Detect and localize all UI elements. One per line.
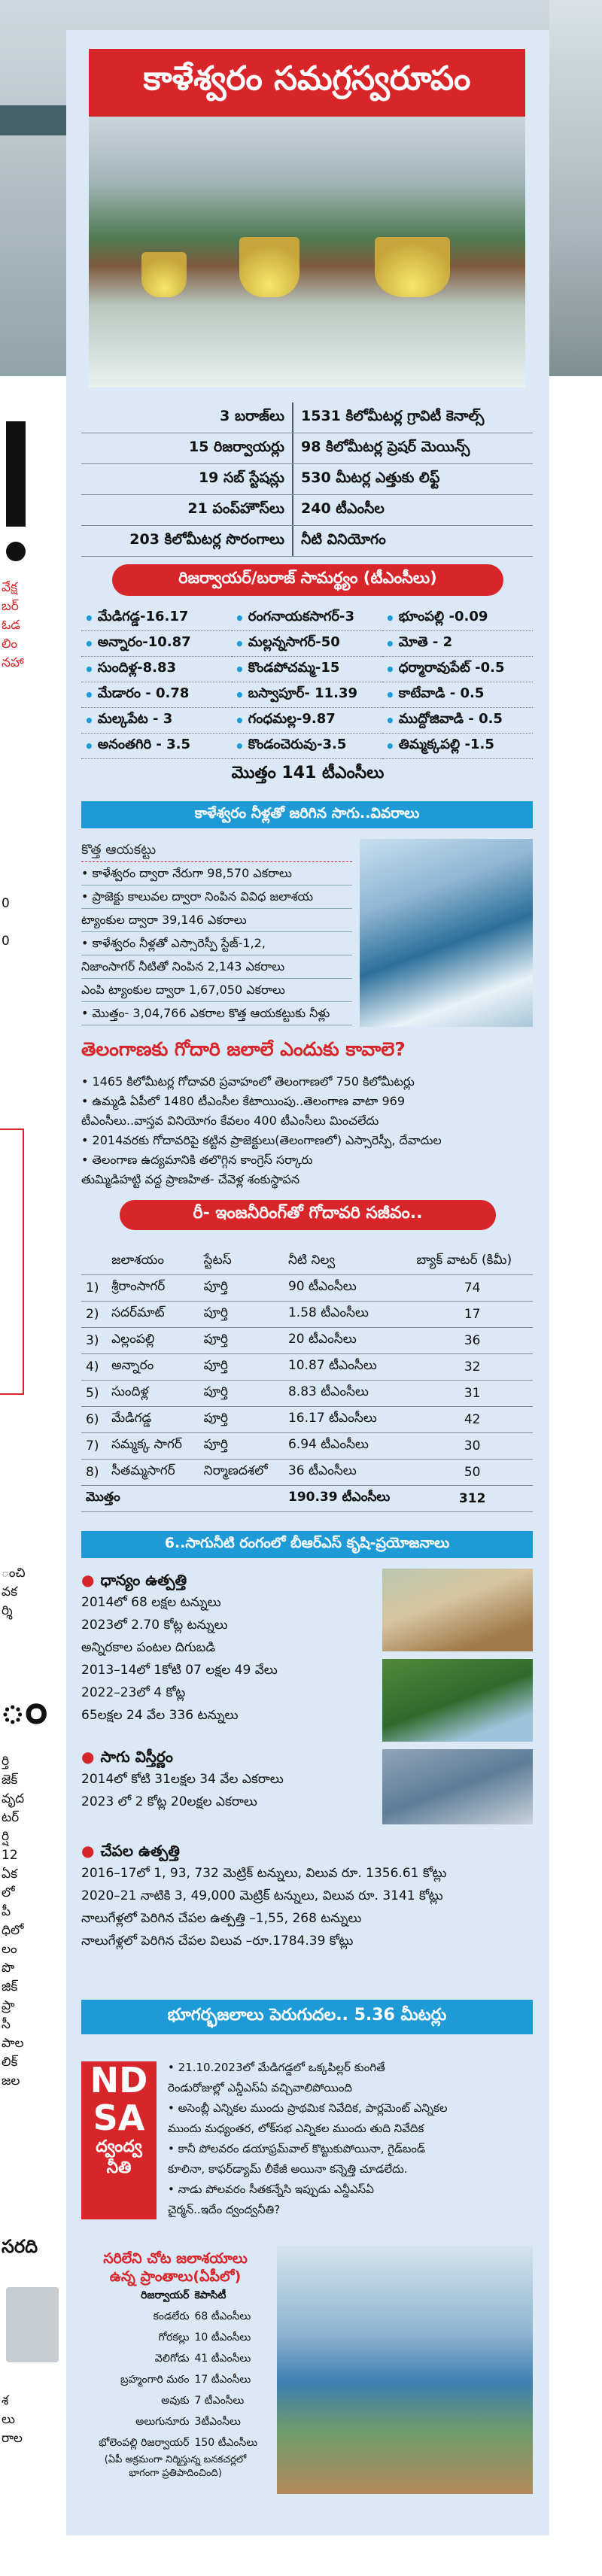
- capacity-item: • ముద్దోజివాడి - 0.5: [382, 708, 533, 734]
- capacity-item: • మల్కపేట - 3: [81, 708, 232, 734]
- left-fragment: సీ: [2, 2017, 11, 2032]
- row-backwater: 31: [412, 1381, 533, 1407]
- reservoir-capacity: 68 టీఎంసీలు: [194, 2310, 251, 2322]
- infographic-panel: [66, 30, 549, 2535]
- fact-row: [81, 464, 533, 495]
- row-storage: 8.83 టీఎంసీలు: [284, 1381, 412, 1407]
- gate-icon: [375, 237, 450, 297]
- left-fragment: 0: [2, 896, 10, 911]
- ayacut-line: • కాళేశ్వరం ద్వారా నేరుగా 98,570 ఎకరాలు: [81, 862, 352, 886]
- grain-harvest-photo: [382, 1569, 533, 1651]
- left-fragment: ప్రా: [2, 1998, 15, 2013]
- cultivation-heading: ● సాగు విస్తీర్ణం: [81, 1745, 382, 1768]
- reservoir-capacity: 41 టీఎంసీలు: [194, 2352, 251, 2365]
- capacity-item: • అన్నారం-10.87: [81, 631, 232, 657]
- fish-heading: ● చేపల ఉత్పత్తి: [81, 1839, 533, 1862]
- kaleshwaram-photo: [89, 117, 525, 387]
- ndsa-point: • అసెంబ్లీ ఎన్నికల ముందు ప్రాథమిక నివేదిక, పార్లమెంట్ ఎన్నికల: [168, 2101, 448, 2115]
- row-backwater: 36: [412, 1328, 533, 1354]
- grain-line: 2014లో 68 లక్షల టన్నులు: [81, 1595, 221, 1610]
- exclamation-dot: [6, 542, 26, 561]
- ayacut-line: • ప్రాజెక్టు కాలువల ద్వారా నింపిన వివిధ జలాశయ: [81, 886, 352, 909]
- left-boxed-article: [0, 1129, 24, 1395]
- why-point: టీఎంసీలు..వాస్తవ వినియోగం కేవలం 400 టీఎంసీలు మించలేదు: [81, 1113, 379, 1128]
- left-fragment: నహా: [2, 655, 24, 670]
- row-backwater: 42: [412, 1407, 533, 1433]
- fact-right: 240 టీఎంసీల: [301, 500, 385, 517]
- ndsa-letters: ND: [90, 2060, 148, 2101]
- ndsa-point: కూలినా, కాఫర్‌డ్యామ్ లీకేజీ అయినా కన్నెత్తి చూడలేదు.: [168, 2162, 408, 2176]
- table-row: [81, 1275, 533, 1302]
- left-fragment: 0: [2, 934, 10, 949]
- ndsa-point: • కానీ పోలవరం డయాఫ్రమ్‌వాల్ కొట్టుకుపోయినా, గైడ్‌బండ్: [168, 2142, 426, 2155]
- fact-left: 203 కిలోమీటర్ల సొరంగాలు: [81, 526, 293, 556]
- left-fragment: ఏక: [2, 1867, 17, 1882]
- reservoir-landscape-photo: [277, 2246, 533, 2494]
- capacity-item: • మల్లన్నసాగర్-50: [232, 631, 382, 657]
- table-row: [81, 1328, 533, 1354]
- left-fragment: శ: [2, 2393, 9, 2408]
- fact-left: 15 రిజర్వాయర్లు: [81, 433, 293, 463]
- grain-line: అన్నిరకాల పంటల దిగుబడి: [81, 1640, 216, 1655]
- row-storage: 90 టీఎంసీలు: [284, 1275, 412, 1302]
- capacity-heading: రిజర్వాయర్/బరాజ్ సామర్థ్యం (టీఎంసీలు): [112, 564, 503, 596]
- left-fragment: ర్షి: [2, 1829, 10, 1844]
- row-status: పూర్తి: [199, 1381, 284, 1407]
- col-capacity: కెపాసిటీ: [194, 2289, 227, 2301]
- row-index: 5): [81, 1381, 107, 1407]
- field-irrigation-photo: [382, 1659, 533, 1742]
- row-index: 1): [81, 1275, 107, 1302]
- total-backwater: 312: [412, 1486, 533, 1512]
- right-margin: [549, 0, 602, 2576]
- fact-right: 98 కిలోమీటర్ల ప్రెషర్ మెయిన్స్: [301, 438, 470, 455]
- new-ayacut-block: [81, 839, 352, 1025]
- why-points: [81, 1072, 518, 1189]
- ap-reservoirs-heading: ఉన్న ప్రాంతాలు(ఏపీలో): [109, 2268, 242, 2285]
- row-storage: 1.58 టీఎంసీలు: [284, 1302, 412, 1328]
- cultivation-line: 2014లో కోటి 31లక్షల 34 వేల ఎకరాలు: [81, 1772, 284, 1787]
- capacity-item: • ధర్మారావుపేట్ -0.5: [382, 657, 533, 682]
- capacity-item: • మోతె - 2: [382, 631, 533, 657]
- ndsa-point: చైర్మన్..ఇదేం ద్వంద్వనీతి?: [168, 2203, 281, 2216]
- row-status: పూర్తి: [199, 1407, 284, 1433]
- reservoir-capacity: 3టీఎంసీలు: [194, 2415, 241, 2428]
- row-storage: 10.87 టీఎంసీలు: [284, 1354, 412, 1381]
- row-backwater: 50: [412, 1460, 533, 1486]
- row-index: 8): [81, 1460, 107, 1486]
- left-fragment: 12: [2, 1848, 18, 1863]
- adjacent-article-strip: [0, 0, 66, 2576]
- ndsa-letters: SA: [93, 2098, 145, 2138]
- grain-line: 2023లో 2.70 కోట్ల టన్నులు: [81, 1618, 228, 1633]
- capacity-total: మొత్తం 141 టీఎంసీలు: [231, 764, 385, 782]
- capacity-item: • అనంతగిరి - 3.5: [81, 734, 232, 759]
- why-heading: తెలంగాణకు గోదారి జలాలే ఎందుకు కావాలె?: [81, 1038, 406, 1060]
- ap-reservoirs-heading: సరిలేని చోట జలాశయాలు: [103, 2250, 248, 2267]
- table-row: [81, 2370, 269, 2391]
- left-fragment: ర్శి: [2, 1603, 13, 1618]
- ayacut-line: ఎంపి ట్యాంకుల ద్వారా 1,67,050 ఎకరాలు: [81, 979, 352, 1002]
- why-point: • ఉమ్మడి ఏపీలో 1480 టీఎంసీల కేటాయింపు..తెలంగాణ వాటా 969: [81, 1094, 406, 1108]
- table-row: [81, 1354, 533, 1381]
- facts-table: [81, 402, 533, 557]
- ayacut-line: • మొత్తం- 3,04,766 ఎకరాల కొత్త ఆయకట్టుకు నీళ్లు: [81, 1002, 352, 1025]
- fact-row: [81, 526, 533, 557]
- row-backwater: 32: [412, 1354, 533, 1381]
- capacity-item: • మేడిగడ్డ-16.17: [81, 606, 232, 631]
- ndsa-caption: ద్వంద్వ: [96, 2137, 142, 2156]
- row-storage: 20 టీఎంసీలు: [284, 1328, 412, 1354]
- reservoir-name: అలుగునూరు: [135, 2415, 190, 2428]
- left-fragment: లిక్: [2, 2055, 18, 2070]
- row-storage: 36 టీఎంసీలు: [284, 1460, 412, 1486]
- row-name: సీతమ్మసాగర్: [107, 1460, 199, 1486]
- row-name: మేడిగడ్డ: [107, 1407, 199, 1433]
- table-header-row: [81, 2286, 269, 2307]
- fact-row: [81, 402, 533, 433]
- row-status: పూర్తి: [199, 1275, 284, 1302]
- why-point: • 1465 కిలోమీటర్ల గోదావరి ప్రవాహంలో తెలంగాణలో 750 కిలోమీటర్లు: [81, 1074, 415, 1089]
- ndsa-point: రెండురోజుల్లో ఎన్డీఎస్ఏ వచ్చివాలిపోయింది: [168, 2081, 353, 2095]
- reservoir-capacity: 7 టీఎంసీలు: [194, 2394, 245, 2407]
- capacity-item: • బస్వాపూర్- 11.39: [232, 682, 382, 708]
- left-photo: [0, 105, 66, 135]
- gate-icon: [239, 237, 299, 297]
- ayacut-line: నిజాంసాగర్ నీటితో నింపిన 2,143 ఎకరాలు: [81, 955, 352, 979]
- left-fragment: ధిలో: [2, 1923, 24, 1938]
- table-row: [81, 2328, 269, 2349]
- fish-line: 2020–21 నాటికి 3, 49,000 మెట్రిక్ టన్నులు, విలువ రూ. 3141 కోట్లు: [81, 1888, 443, 1903]
- capacity-item: • కొండంచెరువు-3.5: [232, 734, 382, 759]
- fact-left: 21 పంప్‌హౌస్‌లు: [81, 495, 293, 525]
- left-fragment: టర్: [2, 1810, 20, 1825]
- ndsa-point: • 21.10.2023లో మేడిగడ్డలో ఒక్కపిల్లర్ కుంగితే: [168, 2061, 385, 2074]
- left-fragment: జిక్: [2, 1979, 18, 1994]
- reservoir-name: కండలేరు: [153, 2310, 190, 2322]
- why-point: • 2014వరకు గోదావరిపై కట్టిన ప్రాజెక్టులు(తెలంగాణలో) ఎస్సారెస్పీ, దేవాదుల: [81, 1133, 442, 1147]
- gate-icon: [141, 252, 187, 297]
- reservoir-capacity: 17 టీఎంసీలు: [194, 2373, 251, 2386]
- table-header-row: [81, 1249, 533, 1275]
- left-fragment: ంచి: [2, 1566, 26, 1581]
- ndsa-caption: నీతి: [106, 2158, 132, 2177]
- reengineering-heading: రీ- ఇంజనీరింగ్‌తో గోదావరి సజీవం..: [120, 1200, 496, 1230]
- left-fragment: వక: [2, 1584, 17, 1599]
- exclamation-graphic: [6, 421, 26, 527]
- row-status: పూర్తి: [199, 1354, 284, 1381]
- capacity-item: • కొండపోచమ్మ-15: [232, 657, 382, 682]
- row-status: పూర్తి: [199, 1302, 284, 1328]
- fish-line: నాలుగేళ్లలో పెరిగిన చేపల ఉత్పత్తి –1,55, 268 టన్నులు: [81, 1911, 362, 1926]
- col-index: [81, 1249, 107, 1275]
- capacity-item: • మేడారం - 0.78: [81, 682, 232, 708]
- reservoir-capacity: 10 టీఎంసీలు: [194, 2331, 251, 2344]
- table-row: [81, 2391, 269, 2412]
- left-fragment: పొ: [2, 1961, 15, 1976]
- capacity-item: • గంధమల్ల-9.87: [232, 708, 382, 734]
- reservoir-name: భోలెంపల్లి రిజర్వాయర్: [99, 2436, 190, 2449]
- right-photo: [549, 0, 602, 376]
- left-fragment: పాల: [2, 2036, 24, 2051]
- left-fragment: బర్: [2, 599, 19, 614]
- left-fragment: లిం: [2, 636, 17, 652]
- cultivation-block: [81, 1745, 382, 1813]
- fish-block: [81, 1839, 533, 1952]
- grain-heading: ● ధాన్యం ఉత్పత్తి: [81, 1569, 382, 1591]
- row-name: సదర్‌మాట్: [107, 1302, 199, 1328]
- grain-block: [81, 1569, 382, 1727]
- total-storage: 190.39 టీఎంసీలు: [284, 1486, 412, 1512]
- left-fragment: ఓడ: [2, 618, 21, 633]
- reservoir-name: అవుకు: [161, 2394, 190, 2407]
- irrigation-bar: కాళేశ్వరం నీళ్లతో జరిగిన సాగు..వివరాలు: [81, 801, 533, 828]
- groundwater-bar: భూగర్భజలాలు పెరుగుదల.. 5.36 మీటర్లు: [81, 2000, 533, 2034]
- grain-line: 65లక్షల 24 వేల 336 టన్నులు: [81, 1708, 239, 1723]
- reservoirs-note: భాగంగా ప్రతిపాదించింది): [129, 2468, 222, 2479]
- col-backwater: బ్యాక్ వాటర్ (కిమీ): [412, 1249, 533, 1275]
- project-table: [81, 1249, 533, 1512]
- left-big-letter: ం: [0, 1682, 47, 1733]
- capacity-item: • రంగనాయకసాగర్-3: [232, 606, 382, 631]
- row-storage: 16.17 టీఎంసీలు: [284, 1407, 412, 1433]
- col-status: స్టేటస్: [199, 1249, 284, 1275]
- capacity-grid: [81, 606, 533, 759]
- reservoir-capacity: 150 టీఎంసీలు: [194, 2436, 258, 2449]
- fact-right: నీటి వినియోగం: [301, 530, 386, 548]
- why-point: తుమ్మిడిహట్టి వద్ద ప్రాణహిత- చేవెళ్ల శంకుస్థాపన: [81, 1172, 300, 1186]
- fish-line: 2016–17లో 1, 93, 732 మెట్రిక్ టన్నులు, విలువ రూ. 1356.61 కోట్లు: [81, 1866, 447, 1881]
- row-name: అన్నారం: [107, 1354, 199, 1381]
- reservoir-name: బ్రహ్మంగారి మఠం: [120, 2373, 190, 2386]
- row-storage: 6.94 టీఎంసీలు: [284, 1433, 412, 1460]
- reservoir-name: వెలిగోడు: [154, 2352, 190, 2365]
- row-name: ఎల్లంపల్లి: [107, 1328, 199, 1354]
- left-fragment: సరది: [2, 2236, 38, 2257]
- left-fragment: పీ: [2, 1904, 11, 1919]
- left-fragment: వేక్ష: [2, 580, 17, 595]
- table-row: [81, 1433, 533, 1460]
- left-portrait: [6, 2287, 59, 2362]
- ayacut-line: • కాళేశ్వరం నీళ్లతో ఎస్సారెస్పీ స్టేజ్-1,2,: [81, 932, 352, 955]
- row-index: 6): [81, 1407, 107, 1433]
- row-backwater: 74: [412, 1275, 533, 1302]
- row-name: సమ్మక్క సాగర్: [107, 1433, 199, 1460]
- fact-row: [81, 495, 533, 526]
- row-index: 3): [81, 1328, 107, 1354]
- cultivation-line: 2023 లో 2 కోట్ల 20లక్షల ఎకరాలు: [81, 1794, 257, 1809]
- fact-left: 3 బరాజ్‌లు: [81, 402, 293, 433]
- capacity-item: • సుందిళ్ల-8.83: [81, 657, 232, 682]
- table-row: [81, 1407, 533, 1433]
- left-fragment: జల: [2, 2073, 20, 2088]
- row-index: 4): [81, 1354, 107, 1381]
- row-name: శ్రీరాంసాగర్: [107, 1275, 199, 1302]
- row-status: నిర్మాణదశలో: [199, 1460, 284, 1486]
- ndsa-point: • నాడు పోలవరం సీతకన్నేసి ఇప్పుడు ఎన్డీఎస్ఏ: [168, 2183, 374, 2196]
- fact-right: 530 మీటర్ల ఎత్తుకు లిఫ్ట్: [301, 469, 440, 486]
- agri-bar: 6..సాగునీటి రంగంలో బీఆర్ఎస్ కృషి-ప్రయోజనాలు: [81, 1531, 533, 1558]
- ndsa-points: [168, 2058, 533, 2220]
- ndsa-point: ముందు మధ్యంతర, లోక్‌సభ ఎన్నికల ముందు తుది నివేదిక: [168, 2122, 424, 2135]
- page-title: కాళేశ్వరం సమగ్రస్వరూపం: [89, 49, 525, 117]
- capacity-item: • భూంపల్లి -0.09: [382, 606, 533, 631]
- row-status: పూర్తి: [199, 1433, 284, 1460]
- row-backwater: 17: [412, 1302, 533, 1328]
- ndsa-badge: [81, 2061, 157, 2219]
- total-label: మొత్తం: [81, 1486, 284, 1512]
- fact-right: 1531 కిలోమీటర్ల గ్రావిటీ కెనాల్స్: [301, 407, 485, 424]
- grain-line: 2013–14లో 1కోటి 07 లక్షల 49 వేలు: [81, 1663, 278, 1678]
- row-status: పూర్తి: [199, 1328, 284, 1354]
- col-reservoir: రిజర్వాయర్: [141, 2289, 190, 2301]
- table-total-row: [81, 1486, 533, 1512]
- left-fragment: వృద: [2, 1791, 25, 1806]
- canal-water-photo: [360, 839, 533, 1027]
- left-fragment: రాల: [2, 2431, 23, 2446]
- table-row: [81, 1302, 533, 1328]
- fish-catch-photo: [382, 1749, 533, 1824]
- ap-reservoirs-table: [81, 2286, 269, 2454]
- capacity-item: • తిమ్మక్కపల్లి -1.5: [382, 734, 533, 759]
- grain-line: 2022–23లో 4 కోట్ల: [81, 1685, 186, 1700]
- left-fragment: లు: [2, 2412, 15, 2427]
- col-reservoir: జలాశయం: [107, 1249, 199, 1275]
- why-point: • తెలంగాణ ఉద్యమానికి తలొగ్గిన కాంగ్రెస్ సర్కారు: [81, 1153, 313, 1167]
- left-fragment: జెక్: [2, 1773, 18, 1788]
- col-storage: నీటి నిల్వ: [284, 1249, 412, 1275]
- table-row: [81, 2307, 269, 2328]
- table-row: [81, 2412, 269, 2433]
- reservoirs-note: (ఏపీ అక్రమంగా నిర్మిస్తున్న బనకచర్లలో: [104, 2454, 247, 2465]
- table-row: [81, 1381, 533, 1407]
- fact-left: 19 సబ్ స్టేషన్లు: [81, 464, 293, 494]
- row-index: 2): [81, 1302, 107, 1328]
- row-index: 7): [81, 1433, 107, 1460]
- ap-reservoirs-block: [81, 2249, 269, 2481]
- fish-line: నాలుగేళ్లలో పెరిగిన చేపల విలువ –రూ.1784.39 కోట్లు: [81, 1934, 354, 1949]
- reservoir-name: గోరకల్లు: [158, 2331, 190, 2344]
- table-row: [81, 2433, 269, 2454]
- new-ayacut-label: కొత్త ఆయకట్టు: [81, 839, 352, 862]
- fact-row: [81, 433, 533, 464]
- table-row: [81, 2349, 269, 2370]
- left-fragment: లం: [2, 1942, 17, 1957]
- left-fragment: ర్తి: [2, 1754, 10, 1769]
- row-name: సుందిళ్ల: [107, 1381, 199, 1407]
- ayacut-line: ట్యాంకుల ద్వారా 39,146 ఎకరాలు: [81, 909, 352, 932]
- left-fragment: లో: [2, 1885, 15, 1900]
- table-row: [81, 1460, 533, 1486]
- capacity-item: • కాటేవాడి - 0.5: [382, 682, 533, 708]
- row-backwater: 30: [412, 1433, 533, 1460]
